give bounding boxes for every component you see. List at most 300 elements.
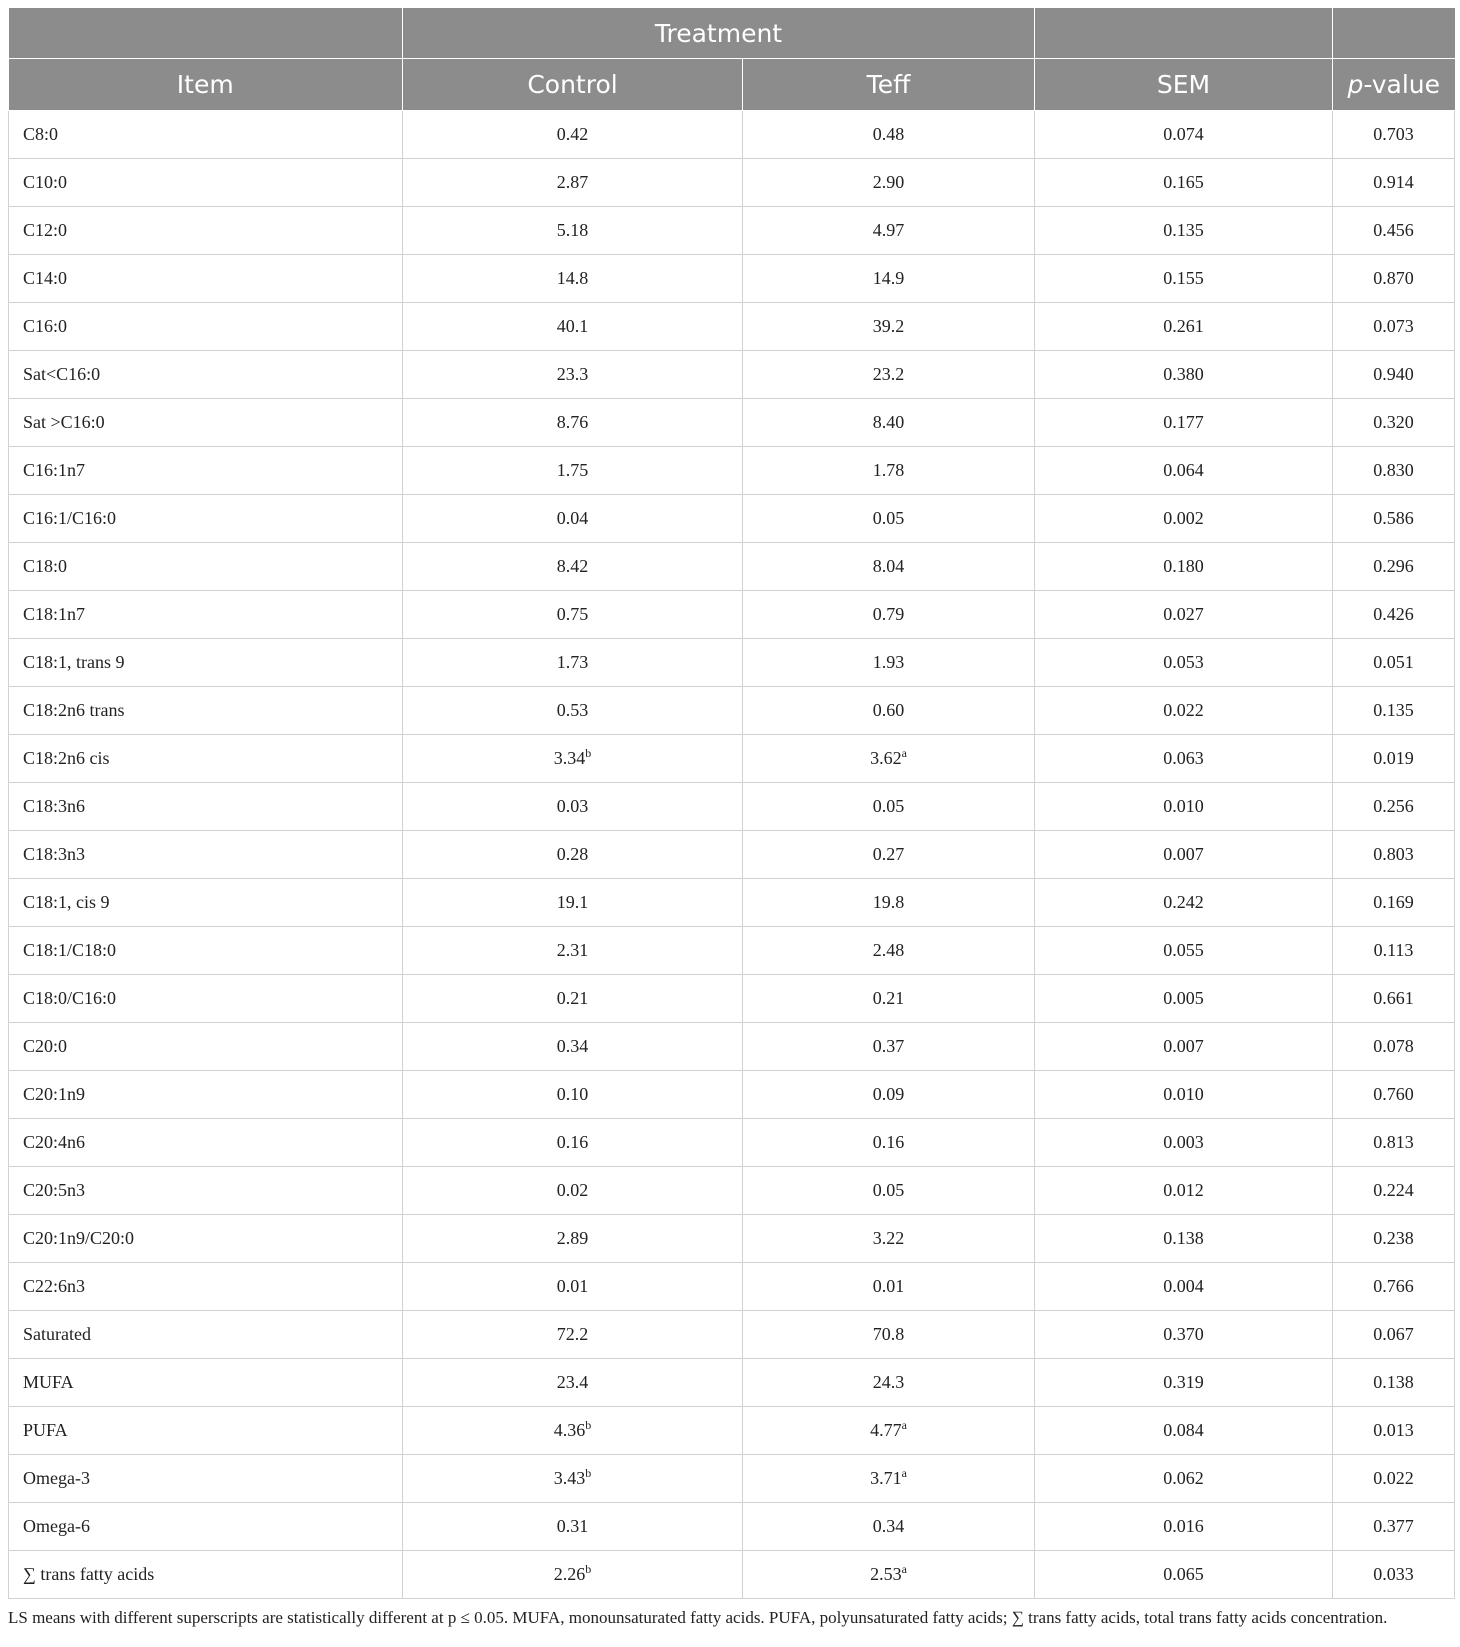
table-row xyxy=(9,687,1455,735)
cell-p-value xyxy=(1333,1023,1455,1071)
cell-sem-value: 0.004 xyxy=(1163,1276,1204,1296)
cell-teff-value: 3.62 xyxy=(870,748,902,768)
cell-control xyxy=(403,927,743,975)
cell-teff-value: 8.40 xyxy=(872,412,905,432)
significance-superscript: a xyxy=(901,1418,907,1432)
cell-item xyxy=(9,1119,403,1167)
cell-item xyxy=(9,1311,403,1359)
cell-control xyxy=(403,1551,743,1599)
cell-item xyxy=(9,1071,403,1119)
cell-teff-value: 70.8 xyxy=(872,1324,905,1344)
cell-teff-value: 0.27 xyxy=(872,844,905,864)
cell-p-value-value: 0.033 xyxy=(1373,1564,1414,1584)
cell-p-value xyxy=(1333,1263,1455,1311)
cell-p-value xyxy=(1333,351,1455,399)
cell-p-value-value: 0.766 xyxy=(1373,1276,1414,1296)
table-row xyxy=(9,159,1455,207)
cell-item-value: PUFA xyxy=(23,1420,68,1440)
cell-sem-value: 0.012 xyxy=(1163,1180,1204,1200)
cell-sem-value: 0.055 xyxy=(1163,940,1204,960)
cell-item-value: C10:0 xyxy=(23,172,68,192)
cell-p-value xyxy=(1333,543,1455,591)
cell-sem xyxy=(1035,735,1333,783)
table-page xyxy=(8,8,1454,1628)
cell-control xyxy=(403,1023,743,1071)
table-row xyxy=(9,1311,1455,1359)
cell-control xyxy=(403,975,743,1023)
cell-item-value: C18:1, cis 9 xyxy=(23,892,110,912)
cell-p-value-value: 0.169 xyxy=(1373,892,1414,912)
table-row xyxy=(9,447,1455,495)
cell-control xyxy=(403,1503,743,1551)
cell-sem-value: 0.065 xyxy=(1163,1564,1204,1584)
cell-teff xyxy=(743,399,1035,447)
cell-sem-value: 0.022 xyxy=(1163,700,1204,720)
significance-superscript: b xyxy=(585,746,592,760)
cell-control-value: 72.2 xyxy=(556,1324,589,1344)
cell-sem-value: 0.010 xyxy=(1163,1084,1204,1104)
cell-p-value-value: 0.377 xyxy=(1373,1516,1414,1536)
cell-teff xyxy=(743,831,1035,879)
table-row xyxy=(9,927,1455,975)
cell-control-value: 2.89 xyxy=(556,1228,589,1248)
cell-item xyxy=(9,1023,403,1071)
table-row xyxy=(9,495,1455,543)
cell-control xyxy=(403,639,743,687)
cell-control-value: 4.36 xyxy=(553,1420,586,1440)
cell-p-value xyxy=(1333,1455,1455,1503)
table-row xyxy=(9,543,1455,591)
cell-item-value: C12:0 xyxy=(23,220,68,240)
cell-control-value: 3.43 xyxy=(553,1468,586,1488)
cell-teff xyxy=(743,1071,1035,1119)
cell-item xyxy=(9,495,403,543)
cell-p-value xyxy=(1333,303,1455,351)
cell-teff xyxy=(743,735,1035,783)
cell-teff xyxy=(743,447,1035,495)
cell-sem xyxy=(1035,879,1333,927)
cell-item-value: C16:0 xyxy=(23,316,68,336)
significance-superscript: b xyxy=(585,1562,592,1576)
cell-p-value xyxy=(1333,1551,1455,1599)
cell-item xyxy=(9,1455,403,1503)
cell-sem xyxy=(1035,111,1333,159)
cell-teff-value: 23.2 xyxy=(872,364,905,384)
significance-superscript: a xyxy=(901,1466,907,1480)
cell-item-value: C20:5n3 xyxy=(23,1180,86,1200)
cell-p-value-value: 0.870 xyxy=(1373,268,1414,288)
cell-sem xyxy=(1035,255,1333,303)
cell-sem xyxy=(1035,975,1333,1023)
cell-p-value xyxy=(1333,1071,1455,1119)
cell-teff xyxy=(743,207,1035,255)
cell-sem-value: 0.074 xyxy=(1163,124,1204,144)
table-row xyxy=(9,1167,1455,1215)
cell-sem-value: 0.242 xyxy=(1163,892,1204,912)
cell-teff-value: 19.8 xyxy=(872,892,905,912)
cell-teff-value: 4.97 xyxy=(872,220,905,240)
cell-teff xyxy=(743,1455,1035,1503)
cell-sem xyxy=(1035,1503,1333,1551)
cell-p-value xyxy=(1333,399,1455,447)
table-row xyxy=(9,879,1455,927)
cell-control xyxy=(403,351,743,399)
table-row xyxy=(9,783,1455,831)
cell-sem xyxy=(1035,207,1333,255)
table-row xyxy=(9,1503,1455,1551)
cell-p-value xyxy=(1333,975,1455,1023)
cell-p-value xyxy=(1333,735,1455,783)
cell-teff-value: 2.90 xyxy=(872,172,905,192)
cell-teff-value: 0.48 xyxy=(872,124,905,144)
cell-control-value: 40.1 xyxy=(556,316,589,336)
cell-control xyxy=(403,1263,743,1311)
cell-item xyxy=(9,1263,403,1311)
cell-sem-value: 0.002 xyxy=(1163,508,1204,528)
header-item: Item xyxy=(9,59,403,111)
cell-teff xyxy=(743,495,1035,543)
table-row xyxy=(9,975,1455,1023)
cell-sem xyxy=(1035,591,1333,639)
table-row xyxy=(9,1263,1455,1311)
cell-item xyxy=(9,831,403,879)
cell-p-value xyxy=(1333,831,1455,879)
header-blank-cell xyxy=(9,8,403,59)
cell-p-value-value: 0.914 xyxy=(1373,172,1414,192)
cell-teff xyxy=(743,879,1035,927)
cell-teff xyxy=(743,783,1035,831)
cell-sem xyxy=(1035,543,1333,591)
cell-p-value xyxy=(1333,591,1455,639)
cell-item xyxy=(9,255,403,303)
cell-sem-value: 0.084 xyxy=(1163,1420,1204,1440)
header-row-columns xyxy=(9,59,1455,111)
cell-p-value xyxy=(1333,159,1455,207)
cell-p-value xyxy=(1333,111,1455,159)
table-row xyxy=(9,735,1455,783)
cell-sem-value: 0.005 xyxy=(1163,988,1204,1008)
cell-control-value: 0.02 xyxy=(556,1180,589,1200)
cell-sem-value: 0.010 xyxy=(1163,796,1204,816)
cell-item-value: Saturated xyxy=(23,1324,91,1344)
cell-teff xyxy=(743,1311,1035,1359)
cell-item-value: C20:4n6 xyxy=(23,1132,86,1152)
cell-control xyxy=(403,255,743,303)
cell-item xyxy=(9,399,403,447)
header-p-letter: p xyxy=(1347,70,1364,99)
cell-control-value: 8.76 xyxy=(556,412,589,432)
cell-p-value-value: 0.022 xyxy=(1373,1468,1414,1488)
cell-teff-value: 24.3 xyxy=(872,1372,905,1392)
cell-control-value: 1.73 xyxy=(556,652,589,672)
cell-item xyxy=(9,975,403,1023)
cell-p-value-value: 0.940 xyxy=(1373,364,1414,384)
cell-teff xyxy=(743,543,1035,591)
header-row-group xyxy=(9,8,1455,59)
cell-item-value: ∑ trans fatty acids xyxy=(23,1564,155,1584)
cell-teff-value: 0.05 xyxy=(872,796,905,816)
cell-sem-value: 0.380 xyxy=(1163,364,1204,384)
cell-sem xyxy=(1035,399,1333,447)
cell-teff-value: 0.37 xyxy=(872,1036,905,1056)
table-row xyxy=(9,639,1455,687)
cell-item xyxy=(9,447,403,495)
cell-teff xyxy=(743,1119,1035,1167)
cell-item xyxy=(9,783,403,831)
cell-control-value: 2.31 xyxy=(556,940,589,960)
cell-sem-value: 0.180 xyxy=(1163,556,1204,576)
significance-superscript: b xyxy=(585,1418,592,1432)
cell-sem xyxy=(1035,639,1333,687)
cell-item-value: C18:2n6 cis xyxy=(23,748,110,768)
cell-control xyxy=(403,783,743,831)
cell-sem xyxy=(1035,447,1333,495)
cell-p-value-value: 0.238 xyxy=(1373,1228,1414,1248)
cell-control xyxy=(403,207,743,255)
cell-p-value xyxy=(1333,255,1455,303)
cell-item-value: C8:0 xyxy=(23,124,59,144)
cell-teff-value: 4.77 xyxy=(870,1420,902,1440)
cell-p-value-value: 0.586 xyxy=(1373,508,1414,528)
cell-teff xyxy=(743,975,1035,1023)
cell-teff xyxy=(743,1215,1035,1263)
cell-control xyxy=(403,1215,743,1263)
cell-control xyxy=(403,399,743,447)
cell-control xyxy=(403,1455,743,1503)
cell-control xyxy=(403,591,743,639)
cell-control xyxy=(403,495,743,543)
cell-control-value: 0.53 xyxy=(556,700,589,720)
cell-item-value: MUFA xyxy=(23,1372,74,1392)
cell-teff xyxy=(743,1359,1035,1407)
cell-control xyxy=(403,1119,743,1167)
cell-control-value: 0.21 xyxy=(556,988,589,1008)
table-row xyxy=(9,591,1455,639)
cell-sem-value: 0.155 xyxy=(1163,268,1204,288)
header-treatment: Treatment xyxy=(403,8,1035,59)
table-row xyxy=(9,351,1455,399)
cell-sem xyxy=(1035,1407,1333,1455)
cell-p-value-value: 0.224 xyxy=(1373,1180,1414,1200)
cell-control-value: 2.87 xyxy=(556,172,589,192)
cell-p-value xyxy=(1333,879,1455,927)
cell-item-value: C22:6n3 xyxy=(23,1276,86,1296)
cell-p-value-value: 0.067 xyxy=(1373,1324,1414,1344)
cell-teff xyxy=(743,255,1035,303)
cell-sem xyxy=(1035,1167,1333,1215)
header-p-suffix: -value xyxy=(1363,70,1440,99)
cell-item-value: C18:1n7 xyxy=(23,604,86,624)
cell-teff-value: 0.79 xyxy=(872,604,905,624)
cell-teff xyxy=(743,687,1035,735)
cell-sem xyxy=(1035,1119,1333,1167)
header-blank-cell xyxy=(1333,8,1455,59)
cell-sem-value: 0.027 xyxy=(1163,604,1204,624)
table-row xyxy=(9,1023,1455,1071)
cell-sem-value: 0.261 xyxy=(1163,316,1204,336)
cell-control xyxy=(403,831,743,879)
cell-sem-value: 0.016 xyxy=(1163,1516,1204,1536)
header-blank-cell xyxy=(1035,8,1333,59)
cell-sem xyxy=(1035,303,1333,351)
cell-control-value: 0.01 xyxy=(556,1276,589,1296)
table-row xyxy=(9,1407,1455,1455)
table-row xyxy=(9,1359,1455,1407)
table-row xyxy=(9,1119,1455,1167)
cell-sem xyxy=(1035,159,1333,207)
cell-item xyxy=(9,735,403,783)
cell-sem xyxy=(1035,831,1333,879)
cell-p-value xyxy=(1333,1167,1455,1215)
cell-p-value-value: 0.073 xyxy=(1373,316,1414,336)
cell-teff-value: 0.05 xyxy=(872,508,905,528)
cell-control xyxy=(403,735,743,783)
cell-sem xyxy=(1035,1263,1333,1311)
cell-sem-value: 0.063 xyxy=(1163,748,1204,768)
cell-item xyxy=(9,543,403,591)
cell-sem-value: 0.007 xyxy=(1163,1036,1204,1056)
cell-sem-value: 0.007 xyxy=(1163,844,1204,864)
cell-sem-value: 0.053 xyxy=(1163,652,1204,672)
cell-teff xyxy=(743,1167,1035,1215)
cell-item xyxy=(9,1215,403,1263)
cell-item-value: Sat<C16:0 xyxy=(23,364,101,384)
cell-control-value: 2.26 xyxy=(553,1564,586,1584)
cell-sem xyxy=(1035,1551,1333,1599)
cell-sem xyxy=(1035,1023,1333,1071)
cell-sem-value: 0.064 xyxy=(1163,460,1204,480)
cell-teff xyxy=(743,1407,1035,1455)
cell-sem xyxy=(1035,1215,1333,1263)
cell-p-value xyxy=(1333,1407,1455,1455)
cell-control-value: 0.03 xyxy=(556,796,589,816)
cell-teff-value: 0.21 xyxy=(872,988,905,1008)
cell-sem xyxy=(1035,495,1333,543)
cell-item xyxy=(9,207,403,255)
cell-sem-value: 0.165 xyxy=(1163,172,1204,192)
cell-p-value xyxy=(1333,207,1455,255)
cell-control-value: 8.42 xyxy=(556,556,589,576)
cell-teff-value: 1.78 xyxy=(872,460,905,480)
cell-control-value: 23.3 xyxy=(556,364,589,384)
table-row xyxy=(9,1071,1455,1119)
cell-item xyxy=(9,1551,403,1599)
cell-item xyxy=(9,687,403,735)
cell-item-value: C16:1n7 xyxy=(23,460,86,480)
cell-teff xyxy=(743,1503,1035,1551)
cell-item-value: Omega-3 xyxy=(23,1468,90,1488)
cell-sem xyxy=(1035,687,1333,735)
cell-p-value xyxy=(1333,1119,1455,1167)
cell-item-value: C18:3n6 xyxy=(23,796,86,816)
cell-control-value: 14.8 xyxy=(556,268,589,288)
cell-control xyxy=(403,687,743,735)
cell-control-value: 5.18 xyxy=(556,220,589,240)
cell-control-value: 19.1 xyxy=(556,892,589,912)
header-p-value xyxy=(1333,59,1455,111)
cell-teff-value: 0.01 xyxy=(872,1276,905,1296)
cell-control-value: 0.28 xyxy=(556,844,589,864)
cell-control-value: 0.10 xyxy=(556,1084,589,1104)
cell-p-value-value: 0.296 xyxy=(1373,556,1414,576)
cell-teff-value: 3.71 xyxy=(870,1468,902,1488)
cell-p-value-value: 0.135 xyxy=(1373,700,1414,720)
cell-p-value xyxy=(1333,1503,1455,1551)
table-row xyxy=(9,303,1455,351)
cell-sem-value: 0.062 xyxy=(1163,1468,1204,1488)
cell-p-value-value: 0.830 xyxy=(1373,460,1414,480)
table-row xyxy=(9,111,1455,159)
header-teff: Teff xyxy=(743,59,1035,111)
cell-item xyxy=(9,1503,403,1551)
cell-item-value: Sat >C16:0 xyxy=(23,412,105,432)
cell-control-value: 0.04 xyxy=(556,508,589,528)
cell-teff-value: 0.05 xyxy=(872,1180,905,1200)
cell-item xyxy=(9,111,403,159)
cell-p-value-value: 0.078 xyxy=(1373,1036,1414,1056)
table-body xyxy=(9,111,1455,1599)
cell-sem xyxy=(1035,1071,1333,1119)
cell-p-value xyxy=(1333,1359,1455,1407)
cell-control xyxy=(403,1407,743,1455)
cell-item-value: C20:1n9 xyxy=(23,1084,86,1104)
significance-superscript: a xyxy=(901,746,907,760)
cell-p-value-value: 0.019 xyxy=(1373,748,1414,768)
cell-p-value-value: 0.813 xyxy=(1373,1132,1414,1152)
cell-item xyxy=(9,1167,403,1215)
cell-p-value xyxy=(1333,687,1455,735)
cell-sem-value: 0.138 xyxy=(1163,1228,1204,1248)
cell-teff xyxy=(743,111,1035,159)
table-row xyxy=(9,255,1455,303)
cell-item xyxy=(9,159,403,207)
cell-control xyxy=(403,879,743,927)
cell-item-value: C18:2n6 trans xyxy=(23,700,125,720)
significance-superscript: a xyxy=(901,1562,907,1576)
table-row xyxy=(9,399,1455,447)
cell-teff-value: 2.53 xyxy=(870,1564,902,1584)
cell-sem xyxy=(1035,1359,1333,1407)
cell-item-value: C18:1/C18:0 xyxy=(23,940,117,960)
header-control: Control xyxy=(403,59,743,111)
cell-teff-value: 3.22 xyxy=(872,1228,905,1248)
cell-p-value-value: 0.661 xyxy=(1373,988,1414,1008)
cell-p-value-value: 0.320 xyxy=(1373,412,1414,432)
header-sem: SEM xyxy=(1035,59,1333,111)
cell-p-value-value: 0.426 xyxy=(1373,604,1414,624)
cell-p-value xyxy=(1333,927,1455,975)
cell-sem-value: 0.319 xyxy=(1163,1372,1204,1392)
cell-item-value: C20:0 xyxy=(23,1036,68,1056)
cell-item-value: C20:1n9/C20:0 xyxy=(23,1228,135,1248)
cell-teff-value: 14.9 xyxy=(872,268,905,288)
cell-p-value xyxy=(1333,1215,1455,1263)
cell-control-value: 0.42 xyxy=(556,124,589,144)
cell-teff-value: 0.09 xyxy=(872,1084,905,1104)
table-row xyxy=(9,831,1455,879)
cell-teff-value: 8.04 xyxy=(872,556,905,576)
cell-item xyxy=(9,1407,403,1455)
cell-p-value-value: 0.803 xyxy=(1373,844,1414,864)
table-row xyxy=(9,1551,1455,1599)
cell-teff xyxy=(743,159,1035,207)
cell-p-value-value: 0.760 xyxy=(1373,1084,1414,1104)
cell-teff xyxy=(743,639,1035,687)
table-footnote: LS means with different superscripts are statistically different at p ≤ 0.05. MUFA, monounsaturated fatty acids. PUFA, polyunsaturated fatty acids; ∑ trans fatty acids, total trans fatty acids concentration. xyxy=(8,1608,1388,1627)
cell-sem xyxy=(1035,351,1333,399)
cell-teff xyxy=(743,351,1035,399)
table-row xyxy=(9,1215,1455,1263)
